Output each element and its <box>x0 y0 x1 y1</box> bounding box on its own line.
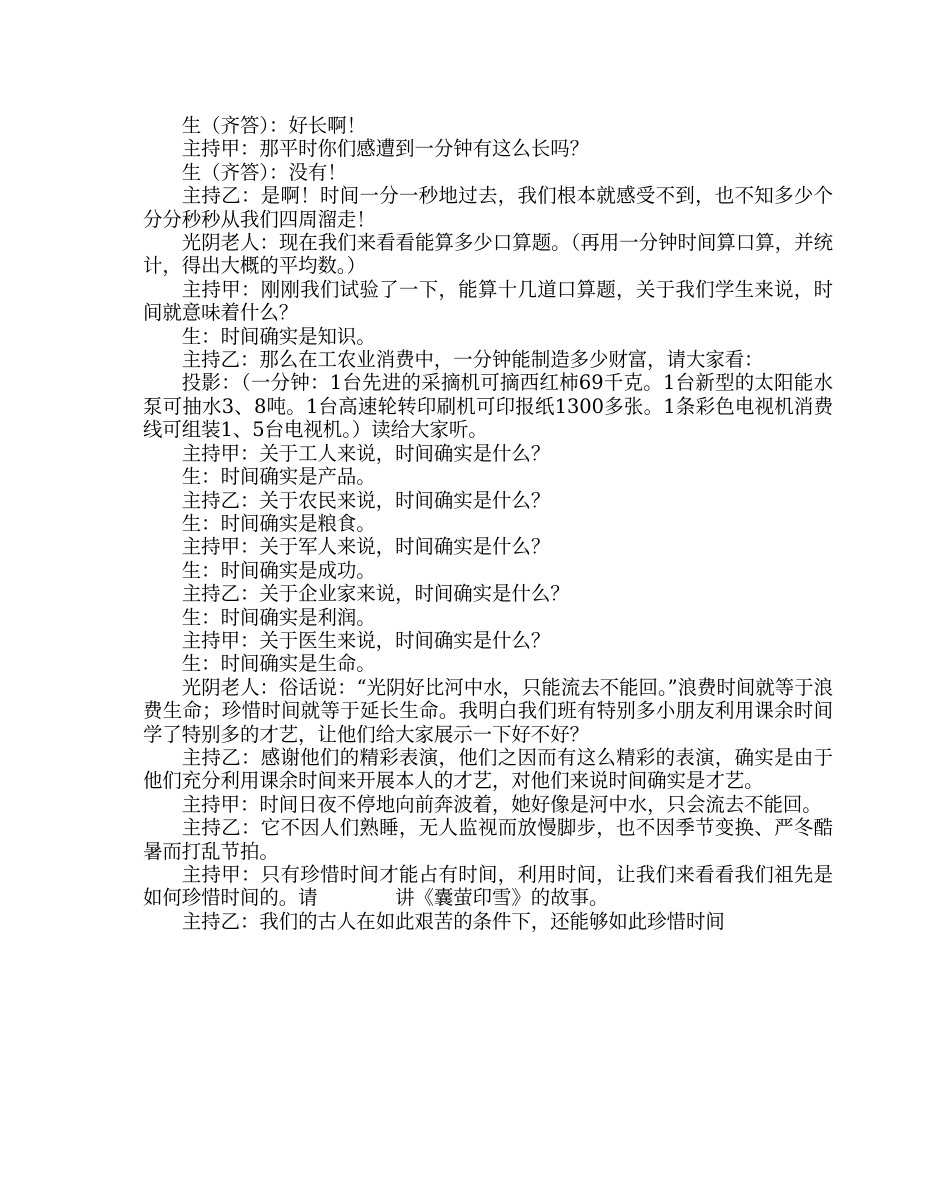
dialogue-line: 生：时间确实是产品。 <box>181 465 376 489</box>
dialogue-line: 生：时间确实是粮食。 <box>181 511 376 535</box>
dialogue-line: 主持甲：关于军人来说，时间确实是什么？ <box>181 535 551 559</box>
document-body <box>143 114 833 933</box>
dialogue-line: 主持乙：感谢他们的精彩表演，他们之因而有这么精彩的表演，确实是由于他们充分利用课余时间来开展本人的才艺，对他们来说时间确实是才艺。 <box>143 745 833 793</box>
dialogue-line: 主持甲：关于工人来说，时间确实是什么？ <box>181 441 551 465</box>
dialogue-line: 主持乙：它不因人们熟睡，无人监视而放慢脚步，也不因季节变换、严冬酷暑而打乱节拍。 <box>143 816 833 863</box>
dialogue-line: 主持甲：刚刚我们试验了一下，能算十几道口算题，关于我们学生来说，时间就意味着什么？ <box>143 277 833 325</box>
dialogue-line: 光阴老人：现在我们来看看能算多少口算题。（再用一分钟时间算口算，并统计，得出大概的平均数。） <box>143 231 833 278</box>
dialogue-line: 生：时间确实是知识。 <box>181 324 376 348</box>
dialogue-line: 生：时间确实是利润。 <box>181 605 376 629</box>
dialogue-line: 主持乙：关于企业家来说，时间确实是什么？ <box>181 582 570 606</box>
dialogue-line: 主持乙：关于农民来说，时间确实是什么？ <box>181 488 551 512</box>
dialogue-line: 主持甲：时间日夜不停地向前奔波着，她好像是河中水，只会流去不能回。 <box>181 792 822 816</box>
dialogue-line: 主持乙：那么在工农业消费中，一分钟能制造多少财富，请大家看： <box>181 348 764 372</box>
dialogue-line: 主持甲：只有珍惜时间才能占有时间，利用时间，让我们来看看我们祖先是如何珍惜时间的。请 讲《囊萤印雪》的故事。 <box>143 863 833 910</box>
dialogue-line: 主持乙：我们的古人在如此艰苦的条件下，还能够如此珍惜时间 <box>181 909 725 933</box>
dialogue-line: 生：时间确实是生命。 <box>181 652 376 676</box>
dialogue-line: 主持乙：是啊！时间一分一秒地过去，我们根本就感受不到，也不知多少个分分秒秒从我们四周溜走！ <box>143 184 833 231</box>
dialogue-line: 生：时间确实是成功。 <box>181 558 376 582</box>
dialogue-line: 生（齐答）：没有！ <box>181 160 347 184</box>
dialogue-line: 光阴老人：俗话说：“光阴好比河中水，只能流去不能回。”浪费时间就等于浪费生命；珍惜时间就等于延长生命。我明白我们班有特别多小朋友利用课余时间学了特别多的才艺，让他们给大家展示一下好不好？ <box>143 675 833 746</box>
dialogue-line: 生（齐答）：好长啊！ <box>181 114 367 137</box>
dialogue-line: 主持甲：关于医生来说，时间确实是什么？ <box>181 628 551 652</box>
projection-paragraph: 投影：（一分钟：1台先进的采摘机可摘西红柿69千克。1台新型的太阳能水泵可抽水3、8吨。1台高速轮转印刷机可印报纸1300多张。1条彩色电视机消费线可组装1、5台电视机。）读给大家听。 <box>143 371 833 442</box>
dialogue-line: 主持甲：那平时你们感遭到一分钟有这么长吗？ <box>181 137 589 161</box>
